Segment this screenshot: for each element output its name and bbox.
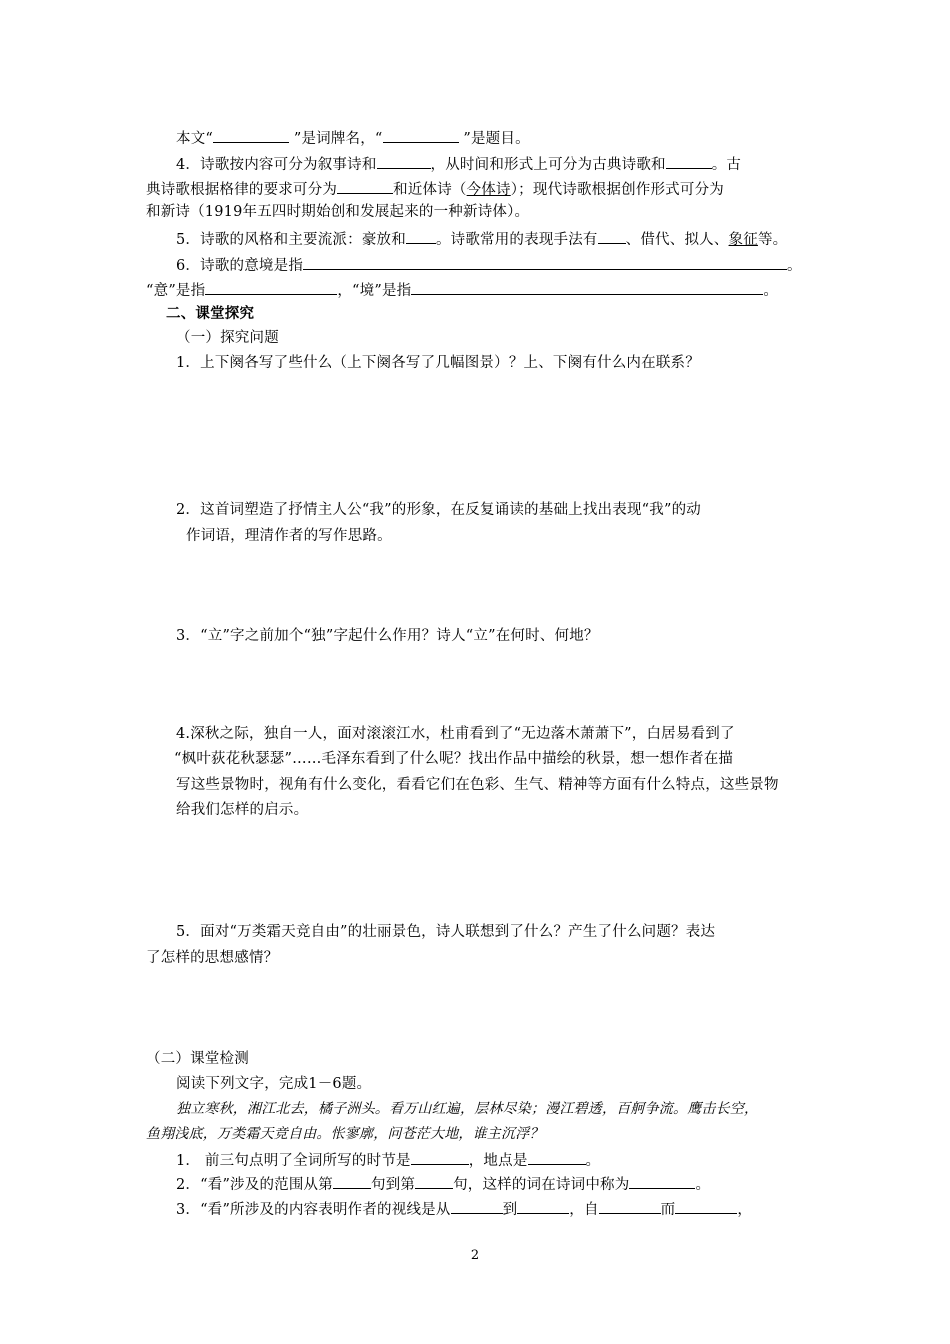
q6-text-5: 。 (763, 283, 779, 299)
explore-q4-line-3: 写这些景物时，视角有什么变化，看看它们在色彩、生气、精神等方面有什么特点，这些景物 (176, 777, 779, 793)
blank-c2-1 (333, 1173, 371, 1189)
check-q2-text-3: 句，这样的词在诗词中称为 (453, 1177, 630, 1193)
poem-line-1: 独立寒秋，湘江北去，橘子洲头。看万山红遍，层林尽染；漫江碧透，百舸争流。鹰击长空， (176, 1101, 759, 1117)
page-number: 2 (470, 1248, 480, 1263)
check-q1-text-1: 1． 前三句点明了全词所写的时节是 (176, 1153, 411, 1169)
q4-line-3: 和新诗（1919年五四时期始创和发展起来的一种新诗体）。 (146, 204, 530, 220)
q4-text-5: 和近体诗（ (393, 182, 467, 198)
check-q3-text-5: ， (737, 1202, 753, 1218)
section-title: 二、课堂探究 (166, 305, 255, 322)
check-instruction: 阅读下列文字，完成1－6题。 (176, 1076, 372, 1092)
blank-c3-1 (451, 1198, 503, 1214)
blank-q6-1 (303, 254, 787, 270)
intro-text-1: 本文“ (176, 131, 214, 147)
explore-q1: 1．上下阕各写了些什么（上下阕各写了几幅图景）？上、下阕有什么内在联系？ (176, 355, 700, 371)
blank-c2-2 (415, 1173, 453, 1189)
q4-text-4: 典诗歌根据格律的要求可分为 (146, 182, 338, 198)
q4-text-1: 4．诗歌按内容可分为叙事诗和 (176, 157, 377, 173)
explore-q2-line-2: 作词语，理清作者的写作思路。 (186, 528, 392, 544)
blank-q6-2 (205, 279, 337, 295)
blank-c2-3 (629, 1173, 695, 1189)
explore-q3: 3．“立”字之前加个“独”字起什么作用？诗人“立”在何时、何地？ (176, 628, 599, 644)
check-q2 (176, 1173, 710, 1195)
q5-text-2: 。诗歌常用的表现手法有 (435, 232, 598, 248)
subsection-explore: （一）探究问题 (176, 330, 279, 346)
q4-text-7: ）；现代诗歌根据创作形式可分为 (510, 182, 724, 198)
q6-line-1 (176, 254, 802, 276)
blank-q5-2 (598, 228, 626, 244)
q5-text-3: 、借代、拟人、 (625, 232, 729, 248)
blank-c3-2 (517, 1198, 569, 1214)
q6-text-1: 6．诗歌的意境是指 (176, 258, 304, 274)
intro-text-2: ”是词牌名，“ (289, 131, 383, 147)
explore-q4-line-1: 4.深秋之际，独自一人，面对滚滚江水，杜甫看到了“无边落木萧萧下”，白居易看到了 (176, 726, 735, 742)
blank-c1-2 (528, 1149, 586, 1165)
check-q3-text-2: 到 (502, 1202, 518, 1218)
q6-text-4: ，“境”是指 (337, 283, 412, 299)
q6-text-2: 。 (787, 258, 802, 274)
subsection-check: （二）课堂检测 (146, 1051, 249, 1067)
blank-cipai (213, 127, 289, 143)
q4-text-2: ，从时间和形式上可分为古典诗歌和 (430, 157, 666, 173)
q4-line-1 (176, 153, 741, 175)
q5-text-1: 5．诗歌的风格和主要流派：豪放和 (176, 232, 406, 248)
q6-text-3: “意”是指 (146, 283, 206, 299)
check-q3-text-1: 3．“看”所涉及的内容表明作者的视线是从 (176, 1202, 451, 1218)
q6-line-2 (146, 279, 778, 301)
q5-text-4: 象征 (728, 232, 758, 248)
check-q2-text-4: 。 (695, 1177, 711, 1193)
q4-line-2 (146, 178, 724, 200)
explore-q4-line-4: 给我们怎样的启示。 (176, 802, 309, 818)
check-q3-text-4: 而 (660, 1202, 676, 1218)
q5-text-5: 等。 (757, 232, 788, 248)
blank-q4-2 (666, 153, 712, 169)
check-q2-text-1: 2．“看”涉及的范围从第 (176, 1177, 333, 1193)
blank-c3-3 (599, 1198, 661, 1214)
blank-q6-3 (411, 279, 763, 295)
q4-text-3: 。古 (711, 157, 742, 173)
poem-line-2: 鱼翔浅底，万类霜天竞自由。怅寥廓，问苍茫大地，谁主沉浮？ (146, 1126, 544, 1142)
intro-line (176, 127, 530, 149)
explore-q2-line-1: 2．这首词塑造了抒情主人公“我”的形象，在反复诵读的基础上找出表现“我”的动 (176, 502, 701, 518)
blank-q5-1 (406, 228, 436, 244)
check-q1-text-2: ，地点是 (468, 1153, 528, 1169)
check-q3-text-3: ，自 (569, 1202, 599, 1218)
intro-text-3: ”是题目。 (458, 131, 530, 147)
blank-c1-1 (411, 1149, 469, 1165)
blank-c3-4 (675, 1198, 737, 1214)
q5-line (176, 228, 787, 250)
blank-title (383, 127, 459, 143)
explore-q4-line-2: “枫叶荻花秋瑟瑟”……毛泽东看到了什么呢？找出作品中描绘的秋景，想一想作者在描 (174, 751, 734, 767)
blank-q4-3 (337, 178, 393, 194)
check-q1 (176, 1149, 600, 1171)
check-q1-text-3: 。 (585, 1153, 601, 1169)
q4-text-6: 今体诗 (466, 182, 511, 198)
blank-q4-1 (377, 153, 431, 169)
check-q2-text-2: 句到第 (370, 1177, 416, 1193)
explore-q5-line-1: 5．面对“万类霜天竞自由”的壮丽景色，诗人联想到了什么？产生了什么问题？表达 (176, 924, 716, 940)
check-q3 (176, 1198, 752, 1220)
explore-q5-line-2: 了怎样的思想感情？ (146, 950, 279, 966)
